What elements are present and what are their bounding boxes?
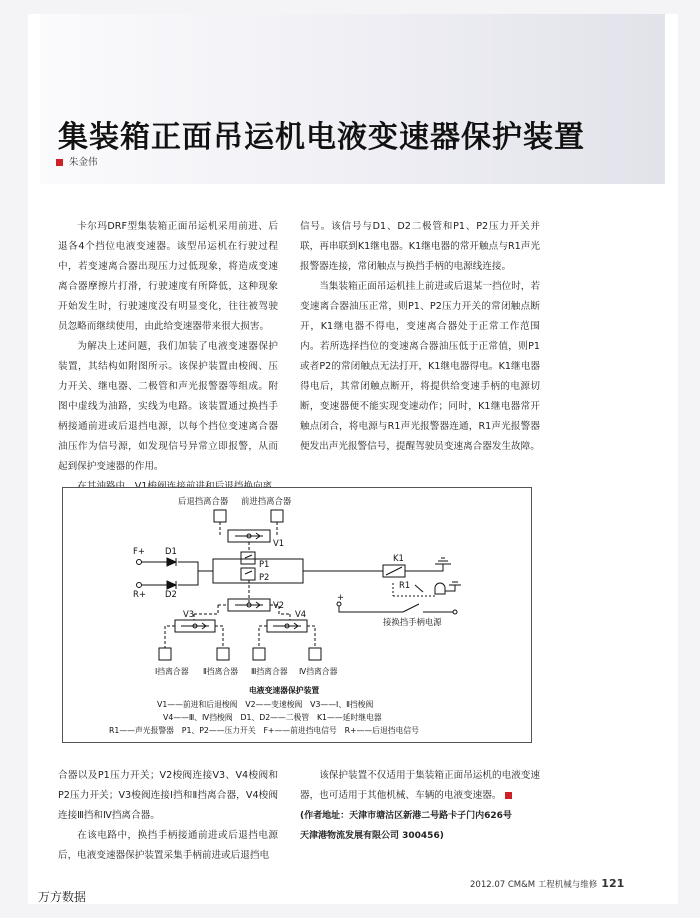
plus-terminal bbox=[337, 602, 341, 606]
footer-issue: 2012.07 CM&M 工程机械与维修 bbox=[470, 880, 598, 890]
label-clutch-2: Ⅱ挡离合器 bbox=[203, 667, 239, 676]
k1-coil-icon bbox=[386, 567, 402, 575]
r1-ground-icon bbox=[445, 582, 461, 591]
page-number: 121 bbox=[601, 877, 625, 890]
label-v3: V3 bbox=[183, 609, 195, 619]
handle-terminal bbox=[453, 610, 457, 614]
oil-lines-to-clutches bbox=[165, 626, 315, 648]
oil-line-v2-v3-v4 bbox=[194, 614, 290, 620]
r-plus-terminal bbox=[137, 583, 142, 588]
author-address-1: (作者地址：天津市塘沽区新港二号路卡子门内626号 bbox=[300, 811, 512, 821]
legend-line-3: R1——声光报警器 P1、P2——压力开关 F+——前进挡电信号 R+——后退挡电信号 bbox=[109, 726, 419, 735]
page-footer bbox=[470, 877, 624, 890]
clutch-2-box bbox=[217, 648, 229, 660]
left-paragraph-1: 卡尔玛DRF型集装箱正面吊运机采用前进、后退各4个挡位电液变速器。该型吊运机在行驶过程中，若变速离合器出现压力过低现象，将造成变速离合器摩擦片打滑，行驶速度有所降低，这种现象开始发生时，行驶速度没有明显变化，往往被驾驶员忽略而继续使用，由此给变速器带来很大损害。 bbox=[58, 221, 278, 332]
label-v2: V2 bbox=[273, 600, 285, 610]
label-r-plus: R+ bbox=[133, 589, 146, 599]
label-d2: D2 bbox=[165, 589, 177, 599]
label-k1: K1 bbox=[393, 553, 404, 563]
label-clutch-1: Ⅰ挡离合器 bbox=[155, 667, 189, 676]
signal-loop bbox=[213, 559, 303, 583]
author-address-2: 天津港物流发展有限公司 300456) bbox=[300, 831, 444, 841]
bottom-left-paragraph-1: 合器以及P1压力开关；V2梭阀连接V3、V4梭阀和P2压力开关；V3梭阀连接Ⅰ挡和Ⅱ挡离合器，V4梭阀连接Ⅲ挡和Ⅳ挡离合器。 bbox=[58, 770, 278, 821]
circuit-figure bbox=[62, 487, 532, 743]
left-paragraph-2: 为解决上述问题，我们加装了电液变速器保护装置，其结构如附图所示。该保护装置由梭阀、压力开关、继电器、二极管和声光报警器等组成。附图中虚线为油路，实线为电路。该装置通过换挡手柄接通前进或后退挡电源，以每个挡位变速离合器油压作为信号源，如发现信号异常立即报警，从而起到保护变速器的作用。 bbox=[58, 341, 278, 472]
r1-alarm-icon bbox=[435, 583, 445, 594]
label-forward-clutch: 前进挡离合器 bbox=[241, 496, 292, 506]
right-column bbox=[300, 217, 540, 457]
handle-power-wire bbox=[339, 604, 453, 612]
article-title: 集装箱正面吊运机电液变速器保护装置 bbox=[58, 120, 585, 155]
input-wires bbox=[142, 562, 213, 585]
d2-diode-icon bbox=[167, 581, 176, 589]
circuit-diagram bbox=[63, 488, 531, 742]
oil-line-top bbox=[220, 522, 277, 535]
label-reverse-clutch: 后退挡离合器 bbox=[178, 496, 229, 506]
label-r1: R1 bbox=[399, 580, 411, 590]
ground-icon bbox=[438, 558, 448, 561]
label-v4: V4 bbox=[295, 609, 307, 619]
header-band bbox=[40, 14, 665, 184]
forward-clutch-box bbox=[271, 510, 283, 522]
f-plus-terminal bbox=[137, 560, 142, 565]
label-p2: P2 bbox=[259, 572, 270, 582]
k1-ground-wire bbox=[405, 564, 451, 571]
p1-contact-icon bbox=[245, 555, 252, 558]
label-clutch-4: Ⅳ挡离合器 bbox=[299, 667, 338, 676]
legend-line-2: V4——Ⅲ、Ⅳ挡梭阀 D1、D2——二极管 K1——延时继电器 bbox=[163, 713, 382, 722]
bottom-left-paragraph-2: 在该电路中，换挡手柄接通前进或后退挡电源后，电液变速器保护装置采集手柄前进或后退挡电 bbox=[58, 830, 278, 861]
clutch-1-box bbox=[159, 648, 171, 660]
label-clutch-3: Ⅲ挡离合器 bbox=[251, 667, 288, 676]
p2-contact-icon bbox=[245, 571, 252, 574]
author-marker-icon bbox=[56, 159, 63, 166]
label-handle-power: 接换挡手柄电源 bbox=[383, 617, 442, 627]
figure-caption: 电液变速器保护装置 bbox=[249, 686, 320, 695]
left-column bbox=[58, 217, 278, 497]
reverse-clutch-box bbox=[214, 510, 226, 522]
bottom-right-text: 该保护装置不仅适用于集装箱正面吊运机的电液变速器，也可适用于其他机械、车辆的电液变速器。 bbox=[300, 770, 540, 801]
author-line bbox=[56, 154, 98, 168]
r1-contact-icon bbox=[415, 585, 423, 592]
end-marker-icon bbox=[505, 792, 512, 799]
d1-diode-icon bbox=[167, 558, 176, 566]
bottom-right-paragraph bbox=[300, 766, 540, 806]
bottom-right-column bbox=[300, 766, 540, 846]
label-plus: + bbox=[337, 592, 345, 602]
wanfang-watermark: 万方数据 bbox=[38, 890, 87, 904]
p1-switch bbox=[241, 552, 255, 564]
author-name: 朱金伟 bbox=[69, 157, 98, 168]
label-f-plus: F+ bbox=[133, 546, 145, 556]
p2-switch bbox=[241, 568, 255, 580]
legend-line-1: V1——前进和后退梭阀 V2——变速梭阀 V3——Ⅰ、Ⅱ挡梭阀 bbox=[157, 700, 374, 709]
label-d1: D1 bbox=[165, 546, 177, 556]
clutch-3-box bbox=[253, 648, 265, 660]
clutch-4-box bbox=[309, 648, 321, 660]
right-paragraph-1: 信号。该信号与D1、D2二极管和P1、P2压力开关并联，再串联到K1继电器。K1继电器的常开触点与R1声光报警器连接，常闭触点与换挡手柄的电源线连接。 bbox=[300, 221, 540, 272]
label-v1: V1 bbox=[273, 538, 285, 548]
bottom-left-column bbox=[58, 766, 278, 866]
right-paragraph-2: 当集装箱正面吊运机挂上前进或后退某一挡位时，若变速离合器油压正常，则P1、P2压力开关的常闭触点断开，K1继电器不得电，变速离合器处于正常工作范围内。若所选择挡位的变速离合器油压低于正常值，则P1或者P2的常闭触点无法打开，K1继电器得电。K1继电器得电后，其常闭触点断开，将提供给变速手柄的电源切断，变速器便不能实现变速动作；同时，K1继电器常开触点闭合，将电源与R1声光报警器连通，R1声光报警器便发出声光报警信号，提醒驾驶员变速离合器发生故障。 bbox=[300, 281, 540, 452]
label-p1: P1 bbox=[259, 559, 270, 569]
